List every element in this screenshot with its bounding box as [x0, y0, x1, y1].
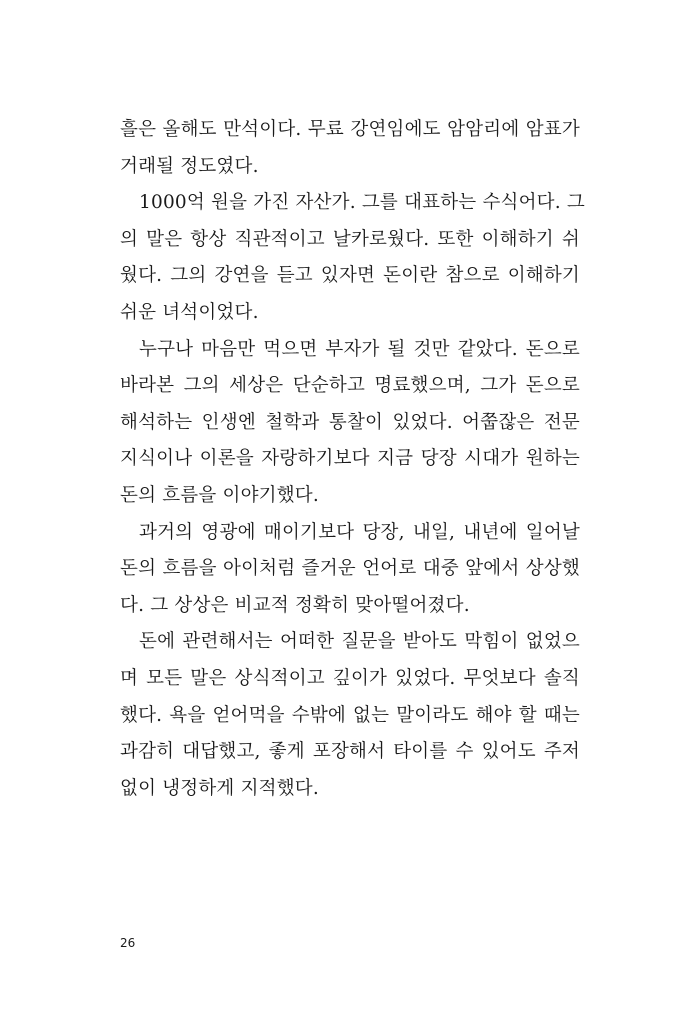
text-line: 돈에 관련해서는 어떠한 질문을 받아도 막힘이 없었으: [139, 631, 580, 653]
text-line: 했다. 욕을 얻어먹을 수밖에 없는 말이라도 해야 할 때는: [120, 704, 580, 726]
text-line: 과감히 대답했고, 좋게 포장해서 타이를 수 있어도 주저: [120, 741, 580, 763]
text-line: 의 말은 항상 직관적이고 날카로웠다. 또한 이해하기 쉬: [120, 228, 580, 250]
text-line: 거래될 정도였다.: [120, 155, 259, 177]
text-line: 과거의 영광에 매이기보다 당장, 내일, 내년에 일어날: [139, 521, 580, 543]
text-line: 해석하는 인생엔 철학과 통찰이 있었다. 어쭙잖은 전문: [120, 411, 580, 433]
text-line: 1000억 원을 가진 자산가. 그를 대표하는 수식어다. 그: [139, 192, 585, 214]
text-line: 누구나 마음만 먹으면 부자가 될 것만 같았다. 돈으로: [139, 338, 580, 360]
text-line: 웠다. 그의 강연을 듣고 있자면 돈이란 참으로 이해하기: [120, 265, 580, 287]
page-number: 26: [120, 936, 136, 950]
body-text: [120, 112, 585, 807]
text-line: 다. 그 상상은 비교적 정확히 맞아떨어졌다.: [120, 594, 470, 616]
text-line: 쉬운 녀석이었다.: [120, 301, 259, 323]
text-line: 돈의 흐름을 이야기했다.: [120, 484, 319, 506]
text-line: 없이 냉정하게 지적했다.: [120, 777, 319, 799]
text-line: 바라본 그의 세상은 단순하고 명료했으며, 그가 돈으로: [120, 375, 580, 397]
text-line: 흘은 올해도 만석이다. 무료 강연임에도 암암리에 암표가: [120, 119, 580, 140]
text-line: 며 모든 말은 상식적이고 깊이가 있었다. 무엇보다 솔직: [120, 667, 580, 689]
text-line: 돈의 흐름을 아이처럼 즐거운 언어로 대중 앞에서 상상했: [120, 558, 580, 580]
text-line: 지식이나 이론을 자랑하기보다 지금 당장 시대가 원하는: [120, 448, 580, 470]
